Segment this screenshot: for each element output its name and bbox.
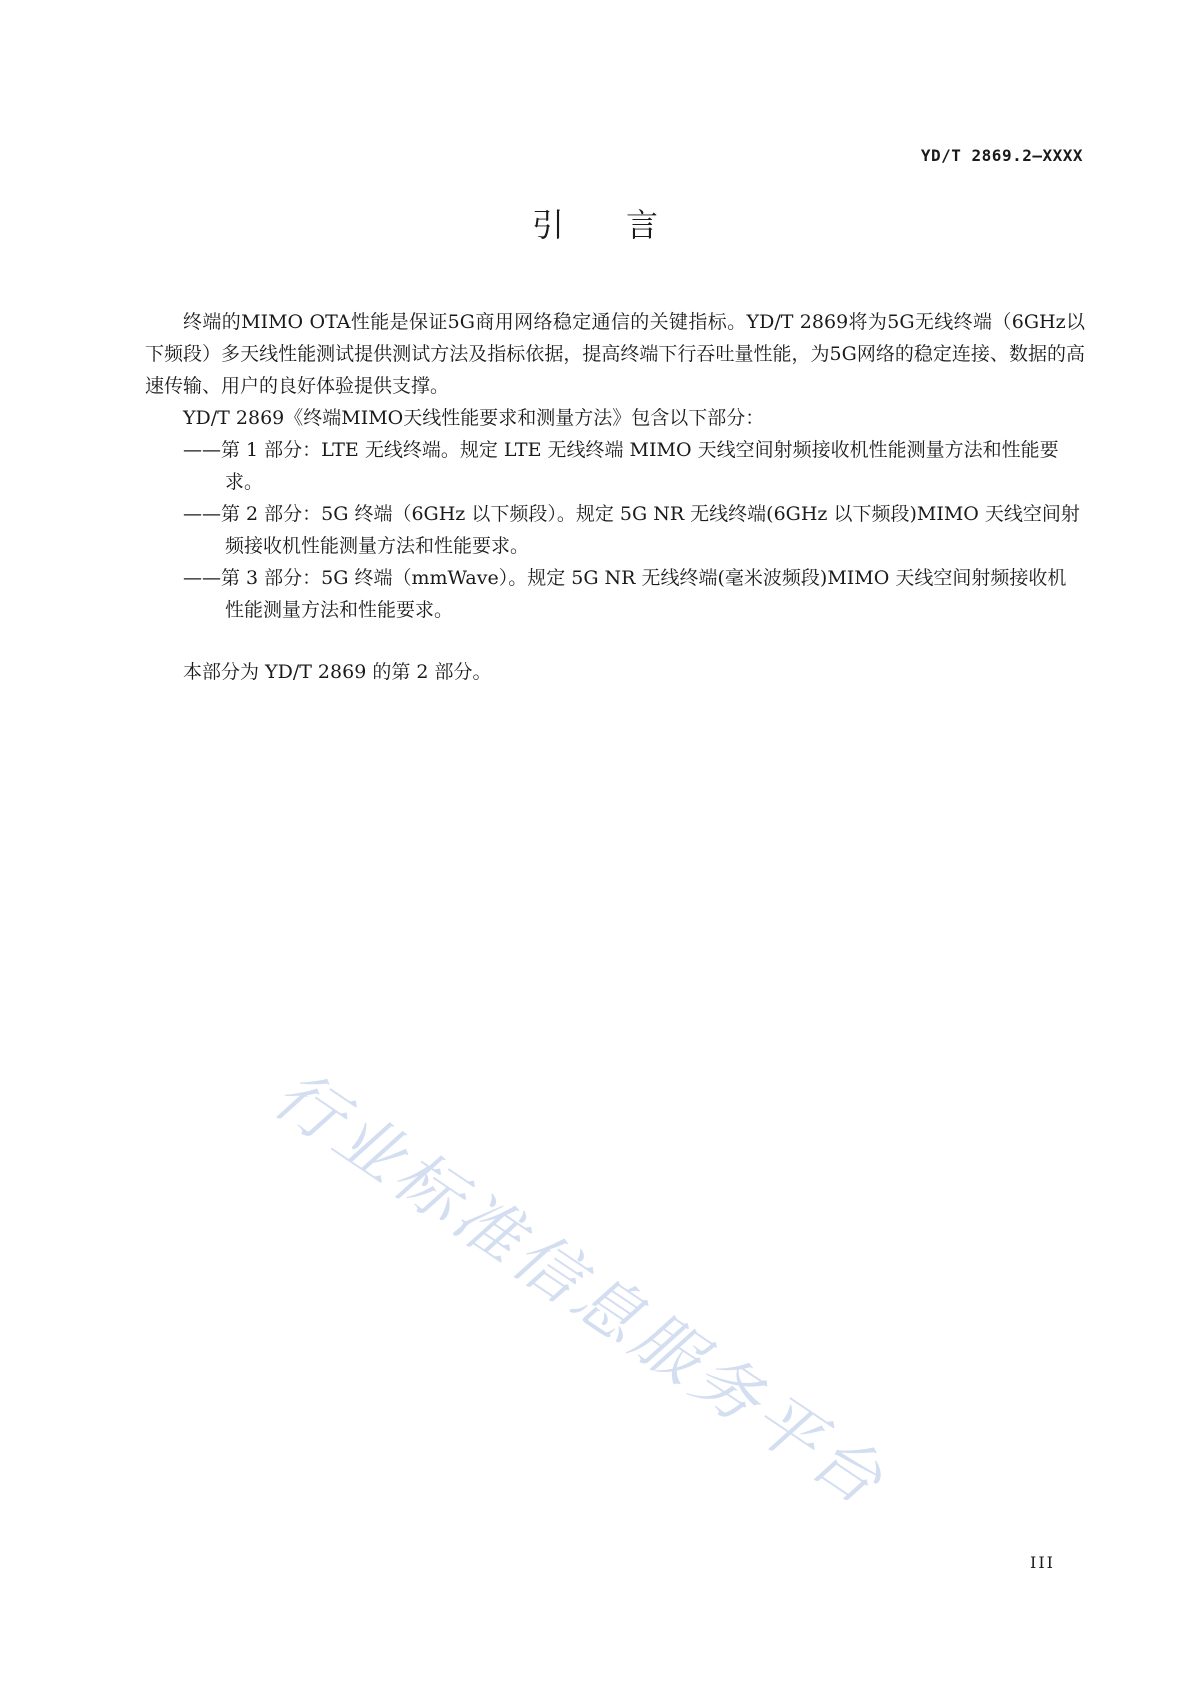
introduction-body (145, 306, 1085, 688)
list-item-part-2: ——第 2 部分：5G 终端（6GHz 以下频段）。规定 5G NR 无线终端(6GHz 以下频段)MIMO 天线空间射频接收机性能测量方法和性能要求。 (183, 503, 1080, 557)
closing-paragraph: 本部分为 YD/T 2869 的第 2 部分。 (183, 661, 492, 683)
list-item-part-3: ——第 3 部分：5G 终端（mmWave）。规定 5G NR 无线终端(毫米波频段)MIMO 天线空间射频接收机性能测量方法和性能要求。 (183, 567, 1067, 621)
page-number: III (1030, 1553, 1055, 1572)
standard-number: YD/T 2869.2—XXXX (920, 146, 1083, 165)
watermark: 行业标准信息服务平台 (260, 1055, 901, 1523)
list-item-part-1: ——第 1 部分：LTE 无线终端。规定 LTE 无线终端 MIMO 天线空间射频接收机性能测量方法和性能要求。 (183, 439, 1059, 493)
page-title: 引言 (531, 206, 720, 244)
intro-paragraph: 终端的MIMO OTA性能是保证5G商用网络稳定通信的关键指标。YD/T 2869将为5G无线终端（6GHz以下频段）多天线性能测试提供测试方法及指标依据，提高终端下行吞吐量性能，为5G网络的稳定连接、数据的高速传输、用户的良好体验提供支撑。 (145, 311, 1085, 397)
parts-intro-paragraph: YD/T 2869《终端MIMO天线性能要求和测量方法》包含以下部分： (183, 407, 765, 429)
